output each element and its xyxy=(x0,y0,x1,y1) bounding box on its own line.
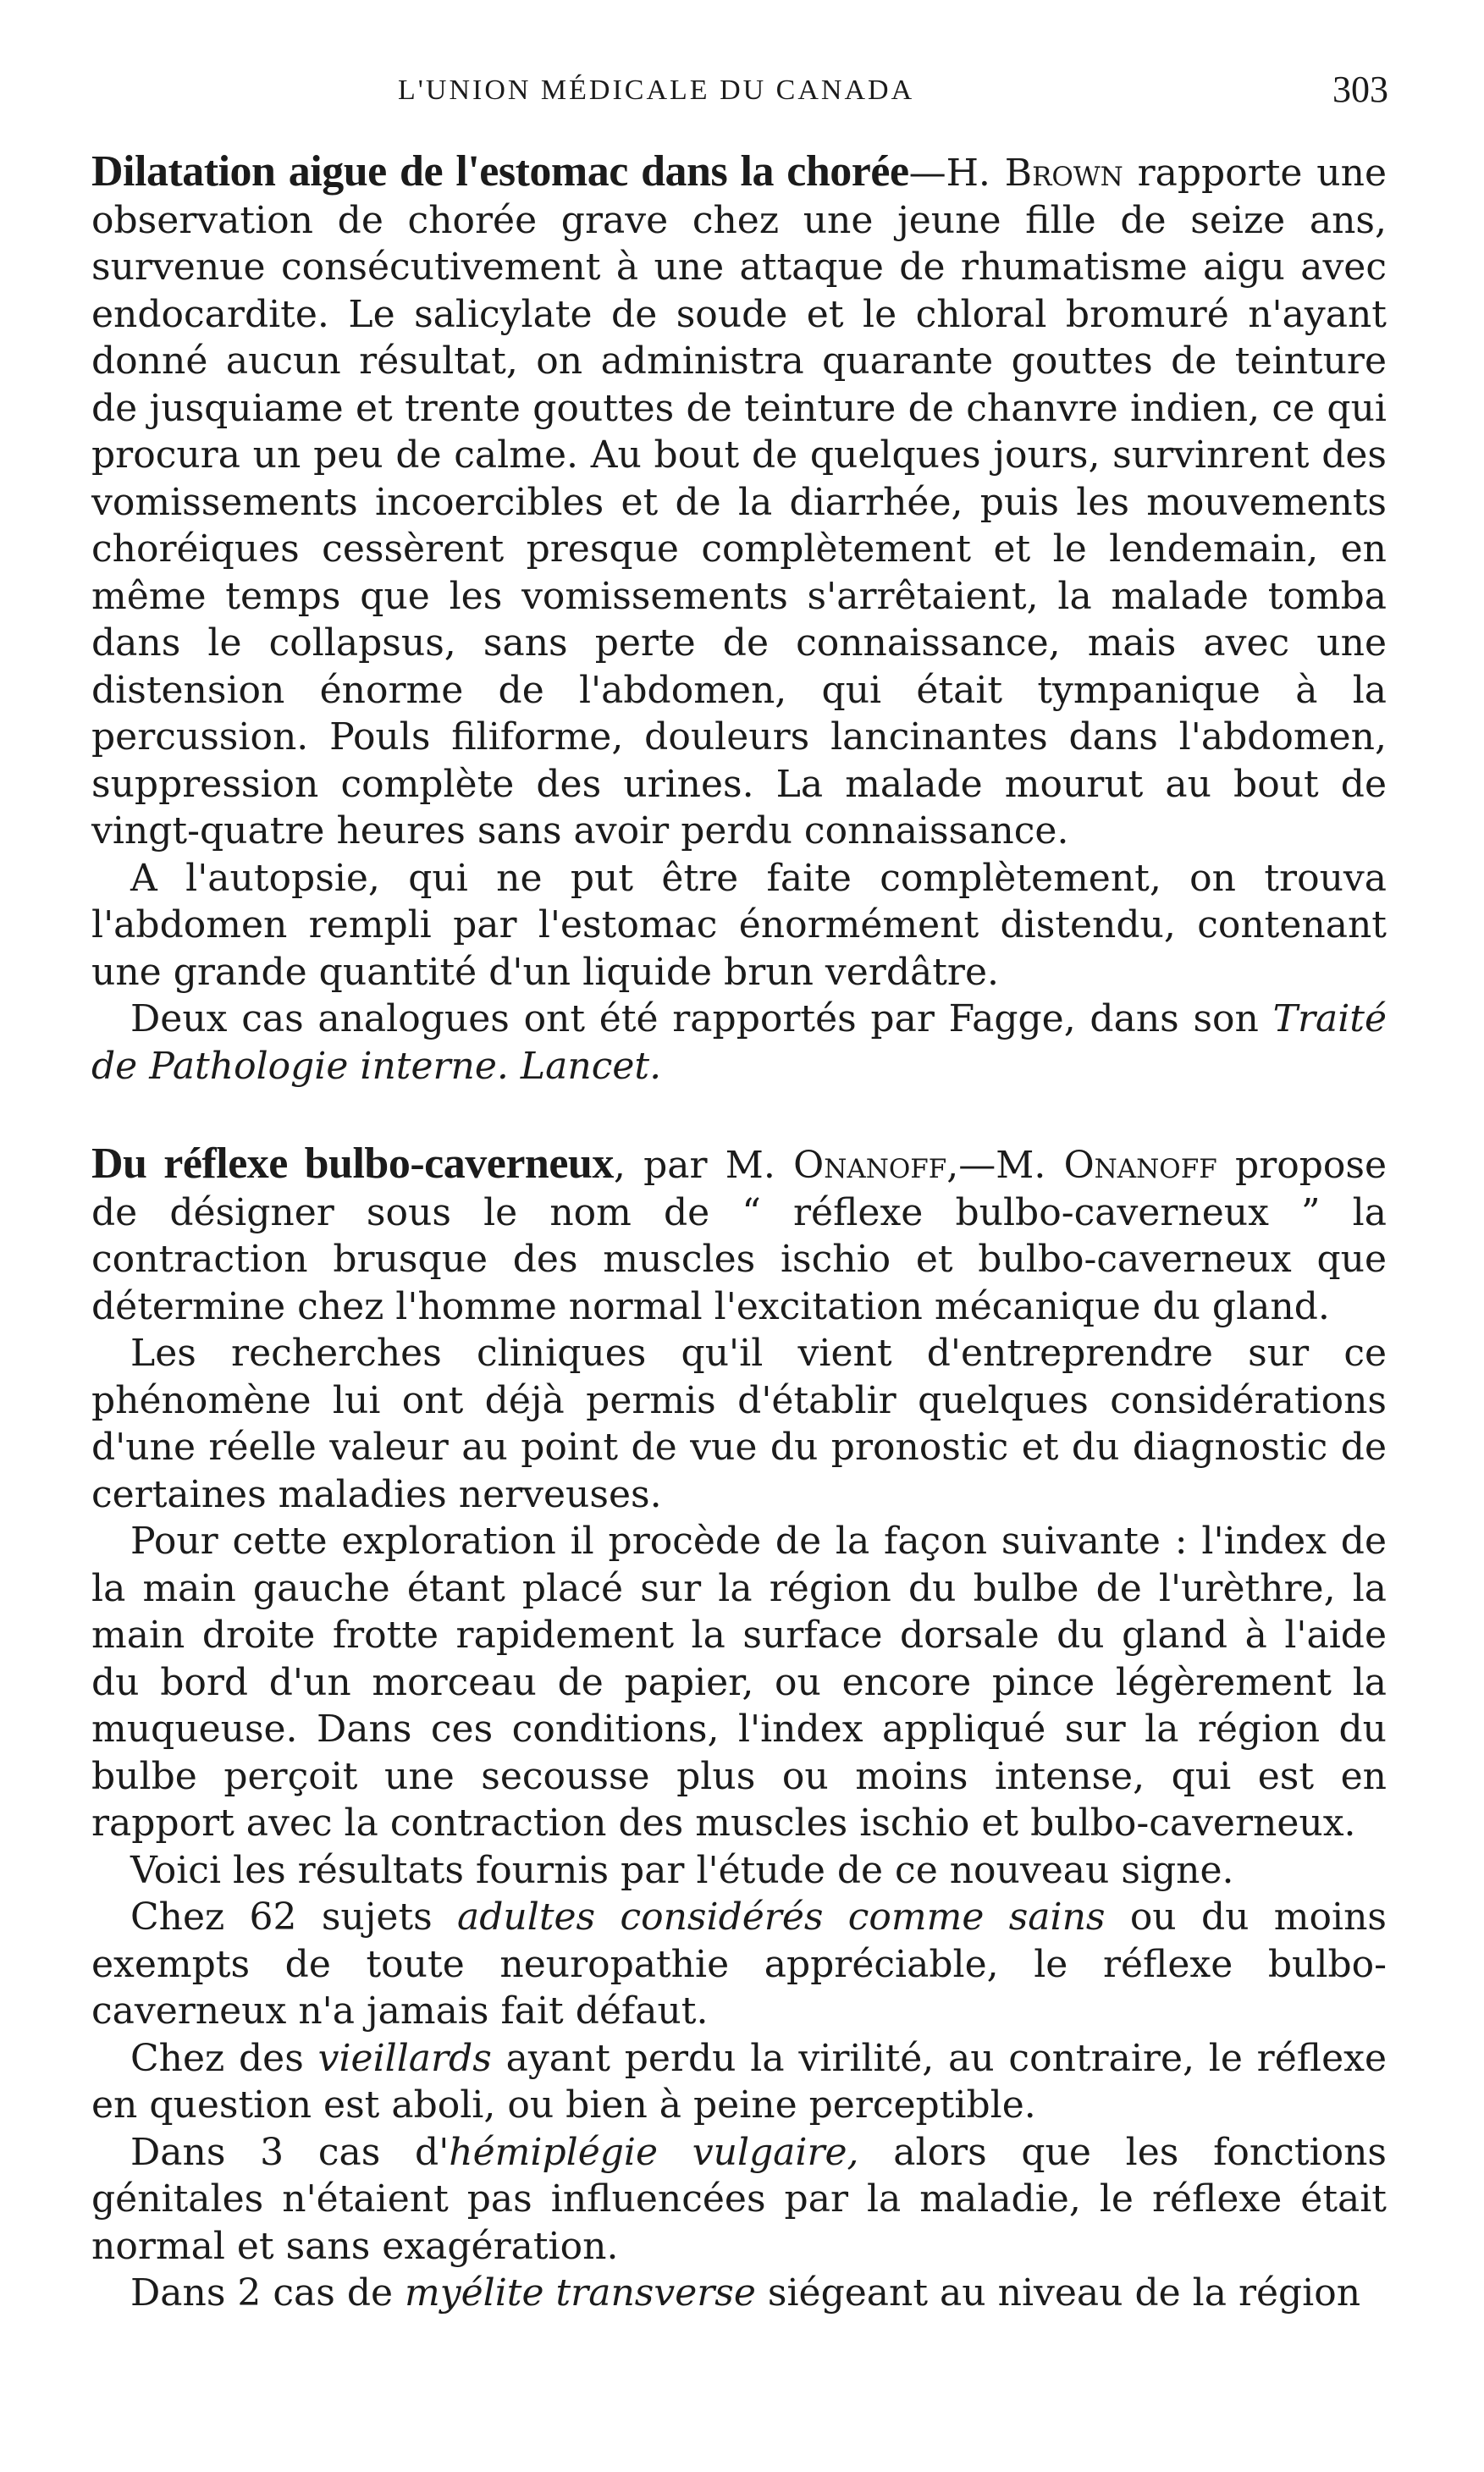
paragraph-text: rapporte une observation de chorée grave chez une jeune fille de seize ans, survenue consécutivement à une attaque de rhumatisme aigu avec endocardite. Le salicylate de soude et le chloral bromuré n'ayant donné aucun résultat, on administra quarante gouttes de teinture de jusquiame et trente gouttes de teinture de chanvre indien, ce qui procura un peu de calme. Au bout de quelques jours, survinrent des vomissements incoercibles et de la diarrhée, puis les mouvements choréiques cessèrent presque complètement et le lendemain, en même temps que les vomissements s'arrêtaient, la malade tomba dans le collapsus, sans perte de connaissance, mais avec une distension énorme de l'abdomen, qui était tympanique à la percussion. Pouls filiforme, douleurs lancinantes dans l'abdomen, suppression complète des urines. La malade mourut au bout de vingt-quatre heures sans avoir perdu connaissance. xyxy=(91,152,1387,853)
paragraph-text: Deux cas analogues ont été rapportés par Fagge, dans son xyxy=(130,997,1273,1040)
emphasis-text: myélite transverse xyxy=(405,2271,756,2315)
article-heading: Du réflexe bulbo-caverneux xyxy=(91,1139,614,1188)
paragraph-text: Chez 62 sujets xyxy=(130,1895,458,1939)
paragraph-text: ayant perdu la virilité, au contraire, le réflexe en question est aboli, ou bien à peine perceptible. xyxy=(91,2036,1387,2127)
author-name: Onanoff xyxy=(793,1144,947,1187)
running-head xyxy=(93,66,1388,117)
paragraph-text: siégeant au niveau de la région xyxy=(755,2271,1361,2315)
paragraph-text: Dans 2 cas de xyxy=(130,2271,405,2315)
author-name: Onanoff xyxy=(1063,1144,1217,1187)
running-title: L'UNION MÉDICALE DU CANADA xyxy=(398,74,915,106)
article-paragraph xyxy=(91,2035,1387,2129)
article-heading: Dilatation aigue de l'estomac dans la chorée xyxy=(91,147,909,196)
article-paragraph xyxy=(91,1140,1387,1330)
byline-prefix: , par M. xyxy=(613,1144,794,1187)
paragraph-text: Chez des xyxy=(130,2036,318,2080)
article-paragraph xyxy=(91,2270,1387,2317)
author-dash: —H. xyxy=(908,152,1005,195)
emphasis-text: vieillards xyxy=(317,2036,492,2080)
paragraph-text: ou du moins exempts de toute neuropathie appréciable, le réflexe bulbo-caverneux n'a jamais fait défaut. xyxy=(91,1895,1387,2033)
byline-dash: ,—M. xyxy=(946,1144,1064,1187)
emphasis-text: hémiplégie vulgaire, xyxy=(449,2130,859,2174)
article-paragraph: Voici les résultats fournis par l'étude de ce nouveau signe. xyxy=(130,1848,1234,1892)
paragraph-text: Dans 3 cas d' xyxy=(130,2130,450,2174)
page-number: 303 xyxy=(1332,69,1388,110)
paragraph-text: propose de désigner sous le nom de “ réflexe bulbo-caverneux ” la contraction brusque des muscles ischio et bulbo-caverneux que détermine chez l'homme normal l'excitation mécanique du gland. xyxy=(91,1144,1387,1328)
text-column xyxy=(91,148,1387,2317)
cited-work: Traité de Pathologie interne. xyxy=(91,997,1387,1088)
article-paragraph: A l'autopsie, qui ne put être faite complètement, on trouva l'abdomen rempli par l'estomac énormément distendu, contenant une grande quantité d'un liquide brun verdâtre. xyxy=(91,856,1387,994)
article-paragraph xyxy=(91,996,1387,1090)
emphasis-text: adultes considérés comme sains xyxy=(457,1895,1106,1939)
article-paragraph xyxy=(91,2129,1387,2271)
article-paragraph: Les recherches cliniques qu'il vient d'entreprendre sur ce phénomène lui ont déjà permis d'établir quelques considérations d'une réelle valeur au point de vue du pronostic et du diagnostic de certaines maladies nerveuses. xyxy=(91,1332,1387,1516)
article-paragraph xyxy=(91,1894,1387,2035)
source-citation: Lancet. xyxy=(520,1044,662,1088)
article-paragraph xyxy=(91,148,1387,855)
article-reflexe xyxy=(91,1140,1387,2317)
spacer-text xyxy=(509,1045,521,1088)
author-name: Brown xyxy=(1004,152,1123,195)
article-paragraph: Pour cette exploration il procède de la façon suivante : l'index de la main gauche étant placé sur la région du bulbe de l'urèthre, la main droite frotte rapidement la surface dorsale du gland à l'aide du bord d'un morceau de papier, ou encore pince légèrement la muqueuse. Dans ces conditions, l'index appliqué sur la région du bulbe perçoit une secousse plus ou moins intense, qui est en rapport avec la contraction des muscles ischio et bulbo-caverneux. xyxy=(91,1520,1387,1845)
paragraph-text: alors que les fonctions génitales n'étaient pas influencées par la maladie, le réflexe était normal et sans exagération. xyxy=(91,2130,1387,2268)
article-dilatation xyxy=(91,148,1387,1090)
